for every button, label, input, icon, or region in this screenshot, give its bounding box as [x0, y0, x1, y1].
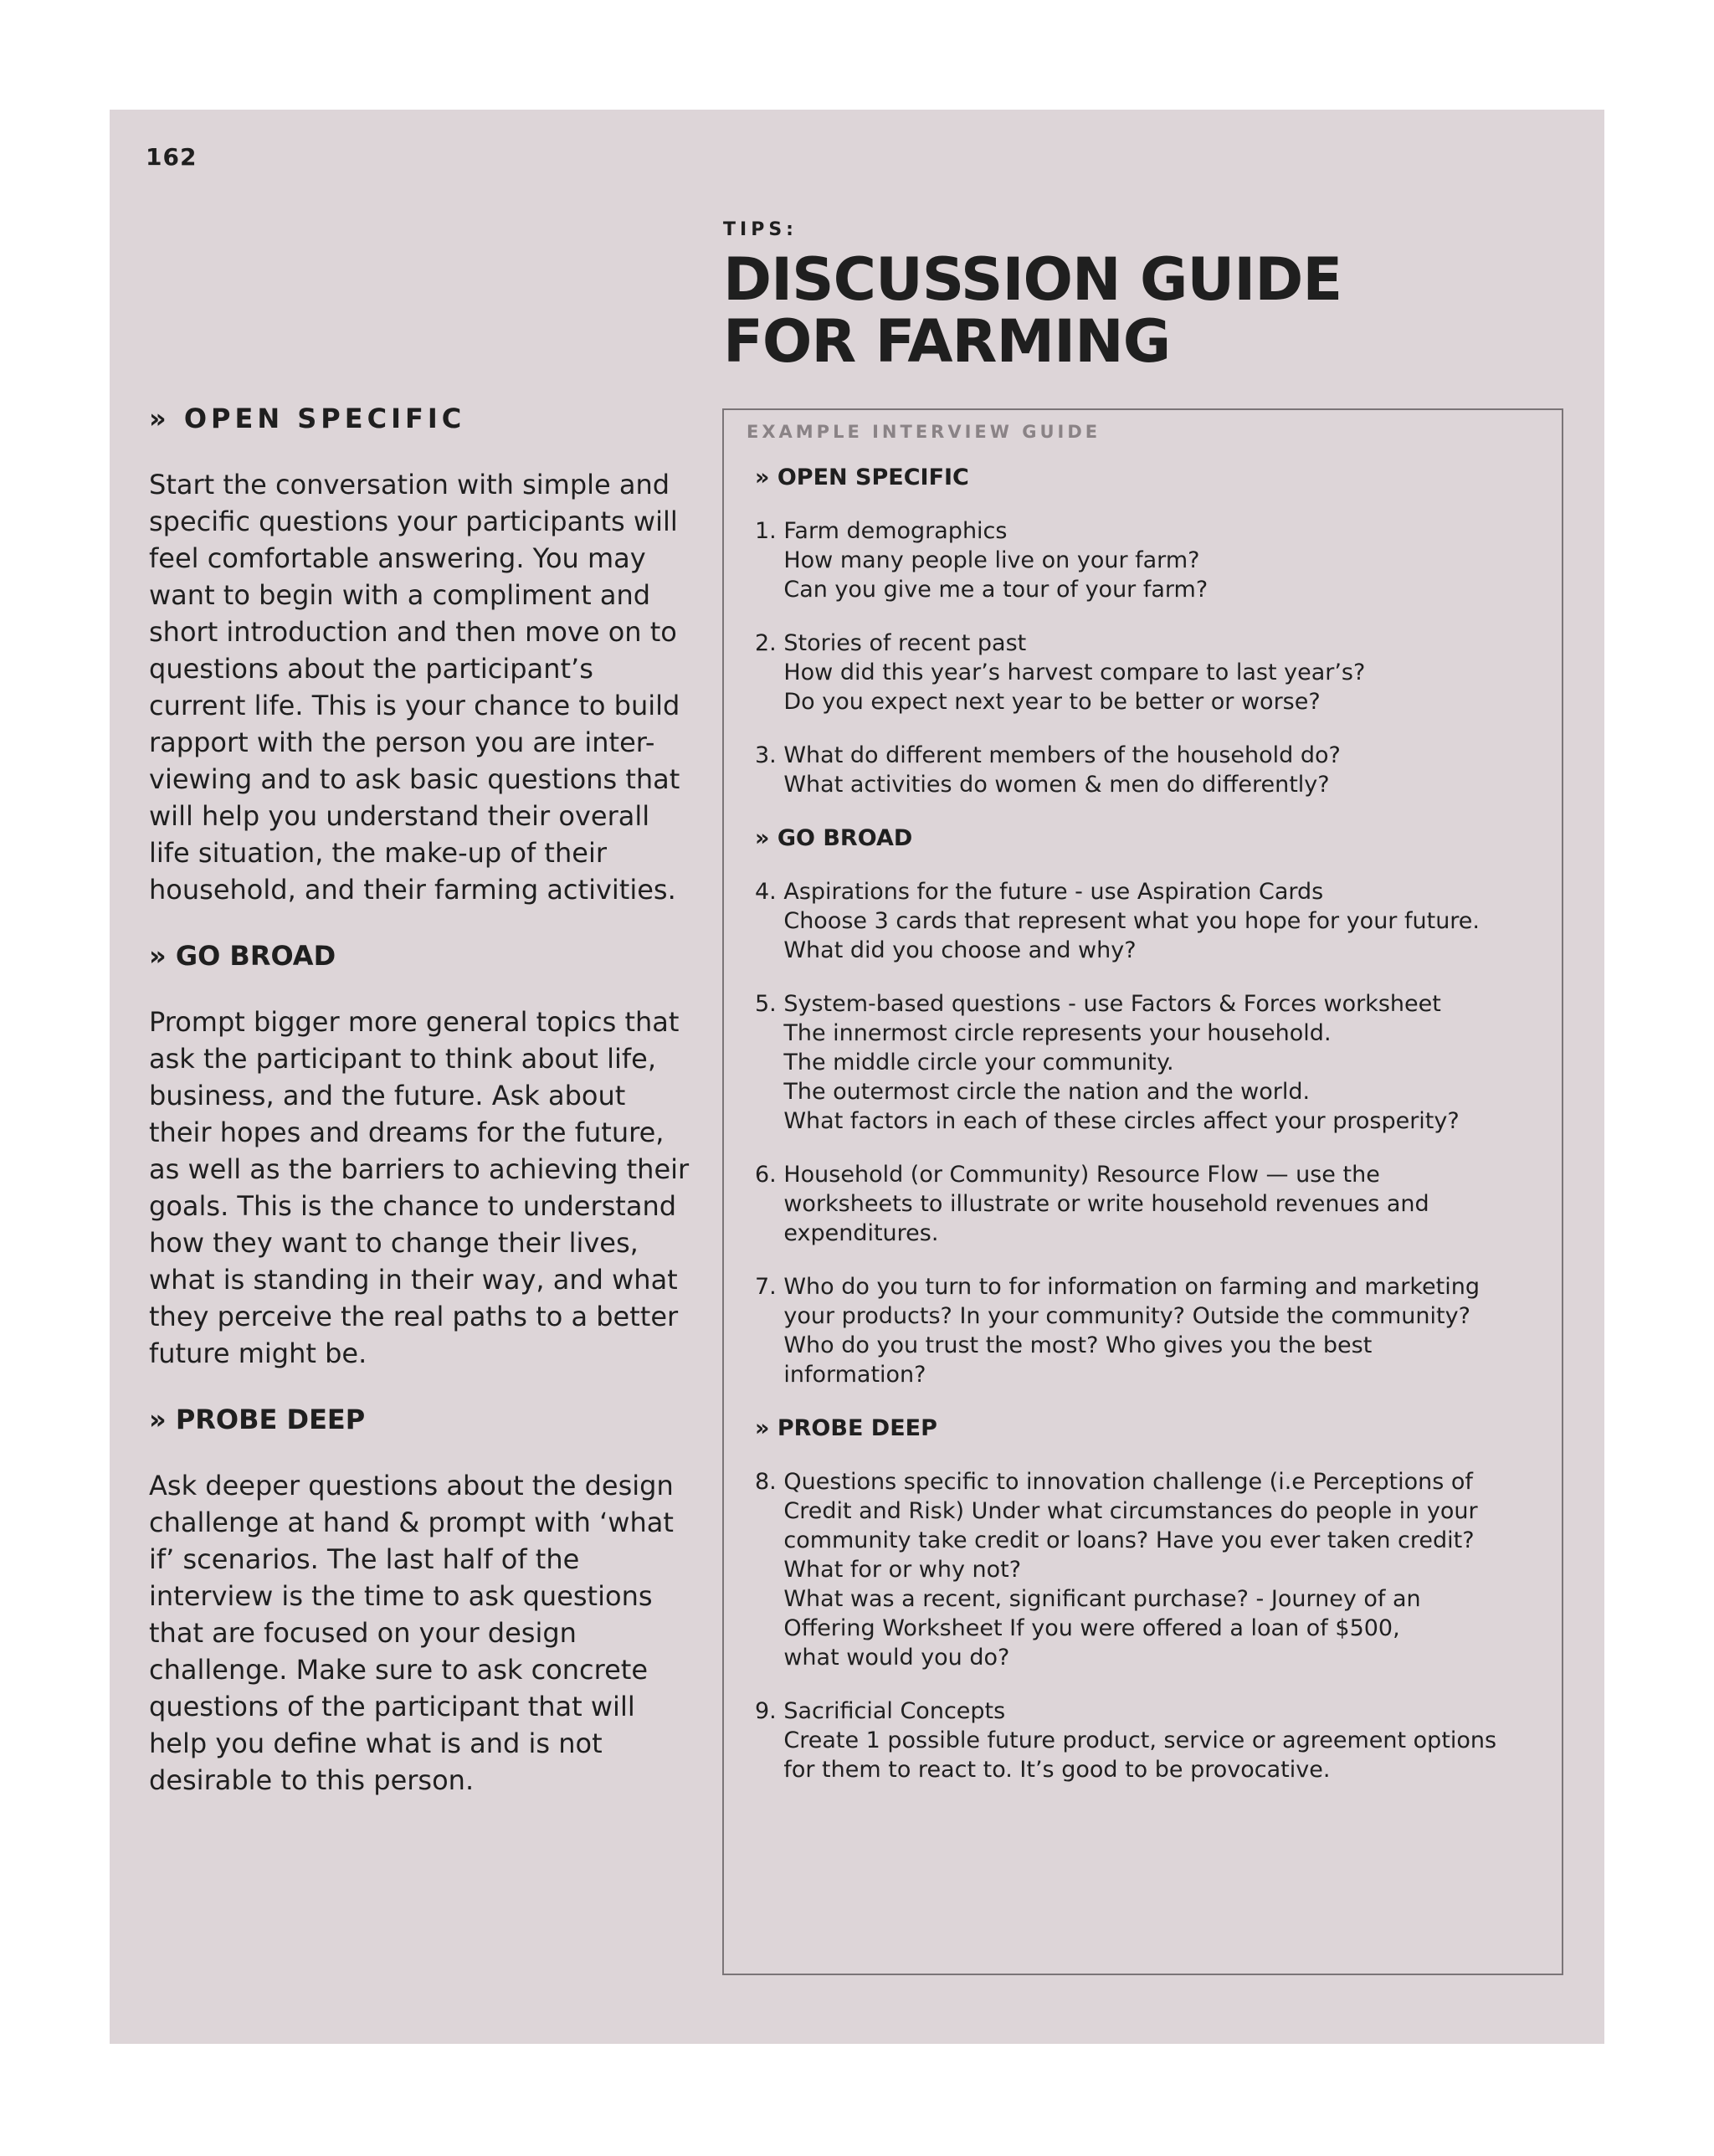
guide-list-item	[755, 516, 1550, 604]
guide-item-line: System-based questions - use Factors & Forces worksheet	[783, 991, 1441, 1017]
guide-list-item	[755, 1160, 1550, 1248]
page	[110, 110, 1604, 2044]
interview-guide-box	[722, 408, 1563, 1975]
guide-item-line: your products? In your community? Outside the community?	[783, 1303, 1470, 1329]
guide-list-item	[755, 989, 1550, 1136]
page-title-line-2: FOR FARMING	[723, 307, 1171, 376]
guide-item-line: Credit and Risk) Under what circumstances do people in your	[783, 1498, 1478, 1524]
guide-list-item	[755, 741, 1550, 799]
guide-item-line: Can you give me a tour of your farm?	[783, 577, 1209, 603]
guide-item-line: The middle circle your community.	[783, 1050, 1174, 1075]
guide-item-number: 4.	[755, 879, 784, 905]
guide-item-line: Who do you trust the most? Who gives you the best	[783, 1332, 1373, 1358]
guide-item-line: What activities do women & men do differently?	[783, 772, 1330, 798]
guide-item-line: Create 1 possible future product, service or agreement options	[783, 1727, 1497, 1753]
guide-list-item	[755, 1467, 1550, 1672]
guide-item-line: Sacrificial Concepts	[783, 1698, 1006, 1724]
guide-section-heading: » PROBE DEEP	[755, 1415, 937, 1441]
guide-item-line: information?	[783, 1362, 926, 1388]
guide-section-heading: » GO BROAD	[755, 825, 913, 851]
guide-item-line: Household (or Community) Resource Flow — use the	[783, 1162, 1380, 1188]
page-number: 162	[146, 143, 198, 171]
guide-item-text	[783, 1467, 1550, 1672]
guide-item-number: 1.	[755, 518, 784, 544]
guide-item-line: Do you expect next year to be better or worse?	[783, 689, 1321, 715]
guide-item-line: Stories of recent past	[783, 630, 1027, 656]
guide-item-line: what would you do?	[783, 1645, 1010, 1671]
guide-list-item	[755, 629, 1550, 716]
guide-item-line: What was a recent, significant purchase? - Journey of an	[783, 1586, 1421, 1612]
guide-item-number: 2.	[755, 630, 784, 656]
page-header	[723, 219, 1342, 376]
guide-item-text	[783, 1697, 1550, 1784]
guide-item-line: Farm demographics	[783, 518, 1008, 544]
guide-item-number: 8.	[755, 1469, 784, 1495]
interview-guide-label: EXAMPLE INTERVIEW GUIDE	[747, 422, 1101, 442]
guide-item-line: Choose 3 cards that represent what you hope for your future.	[783, 908, 1481, 934]
guide-item-line: How many people live on your farm?	[783, 547, 1200, 573]
guide-item-line: The outermost circle the nation and the world.	[783, 1079, 1311, 1105]
guide-item-line: expenditures.	[783, 1220, 939, 1246]
guide-item-line: What did you choose and why?	[783, 937, 1137, 963]
interview-guide-content	[755, 463, 1550, 1809]
guide-item-text	[783, 516, 1550, 604]
left-body-open-specific: Start the conversation with simple and specific questions your participants will feel comfortable answering. You may want to begin with a compliment and short introduction and then move on to questions about the participant’s current life. This is your chance to build rapport with the person you are inter-viewing and to ask basic questions that will help you understand their overall life situation, the make-up of their household, and their farming activities.	[149, 469, 680, 906]
guide-item-line: How did this year’s harvest compare to last year’s?	[783, 660, 1366, 685]
left-section-go-broad	[149, 940, 695, 1372]
guide-item-line: What factors in each of these circles affect your prosperity?	[783, 1108, 1460, 1134]
guide-list-item	[755, 877, 1550, 965]
guide-item-line: Aspirations for the future - use Aspiration Cards	[783, 879, 1324, 905]
guide-item-number: 6.	[755, 1162, 784, 1188]
guide-item-line: community take credit or loans? Have you ever taken credit?	[783, 1527, 1475, 1553]
left-column	[149, 403, 695, 1830]
guide-item-line: The innermost circle represents your household.	[783, 1020, 1332, 1046]
guide-item-number: 5.	[755, 991, 784, 1017]
left-heading-go-broad: » GO BROAD	[149, 940, 336, 972]
left-body-go-broad: Prompt bigger more general topics that ask the participant to think about life, business, and the future. Ask about their hopes and dreams for the future, as well as the barriers to achieving their goals. This is the chance to understand how they want to change their lives, what is standing in their way, and what they perceive the real paths to a better future might be.	[149, 1006, 690, 1369]
guide-list-item	[755, 1272, 1550, 1389]
guide-list-item	[755, 1697, 1550, 1784]
guide-item-number: 7.	[755, 1274, 784, 1300]
guide-item-line: Questions specific to innovation challenge (i.e Perceptions of	[783, 1469, 1473, 1495]
guide-item-line: What do different members of the household do?	[783, 742, 1341, 768]
guide-item-line: Offering Worksheet If you were offered a loan of $500,	[783, 1615, 1400, 1641]
guide-section-heading: » OPEN SPECIFIC	[755, 465, 969, 490]
guide-item-text	[783, 1272, 1550, 1389]
guide-item-number: 3.	[755, 742, 784, 768]
left-heading-open-specific: » OPEN SPECIFIC	[149, 403, 466, 434]
left-body-probe-deep: Ask deeper questions about the design challenge at hand & prompt with ‘what if’ scenarios. The last half of the interview is the time to ask questions that are focused on your design challenge. Make sure to ask concrete questions of the participant that will help you define what is and is not desirable to this person.	[149, 1470, 674, 1796]
guide-item-text	[783, 989, 1550, 1136]
left-section-open-specific	[149, 403, 695, 908]
left-heading-probe-deep: » PROBE DEEP	[149, 1404, 366, 1435]
guide-item-line: What for or why not?	[783, 1557, 1022, 1583]
left-section-probe-deep	[149, 1404, 695, 1799]
guide-item-text	[783, 741, 1550, 799]
guide-item-text	[783, 877, 1550, 965]
guide-item-line: worksheets to illustrate or write household revenues and	[783, 1191, 1429, 1217]
tips-label: TIPS:	[723, 219, 798, 240]
guide-item-text	[783, 1160, 1550, 1248]
guide-item-line: Who do you turn to for information on farming and marketing	[783, 1274, 1480, 1300]
guide-item-line: for them to react to. It’s good to be provocative.	[783, 1757, 1331, 1783]
guide-item-text	[783, 629, 1550, 716]
guide-item-number: 9.	[755, 1698, 784, 1724]
page-title-line-1: DISCUSSION GUIDE	[723, 245, 1342, 314]
